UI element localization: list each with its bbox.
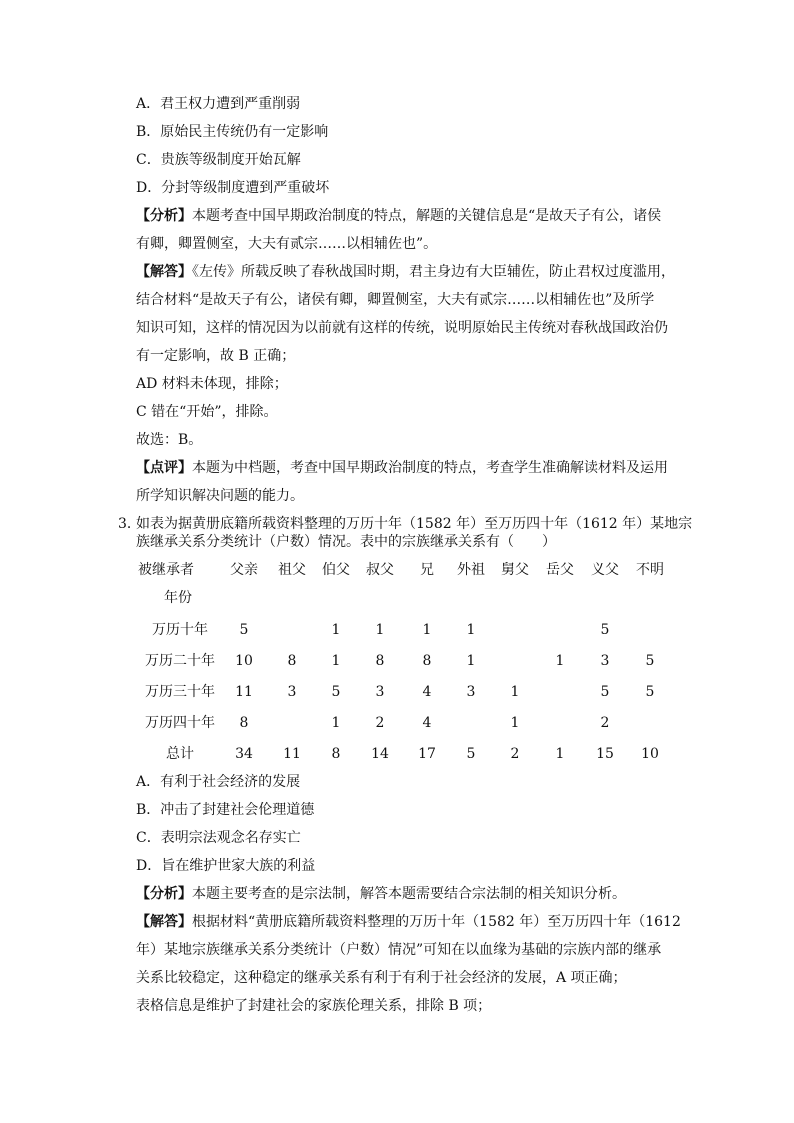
q2-answer-line-2: 结合材料“是故天子有公，诸侯有卿，卿置侧室，大夫有贰宗……以相辅佐也”及所学: [136, 292, 655, 308]
table-row-label: 总计: [166, 746, 194, 762]
q3-stem-line-2: 族继承关系分类统计（户数）情况。表中的宗族继承关系有（ ）: [136, 534, 556, 550]
table-cell: 2: [510, 746, 520, 762]
q3-answer-line-2: 年）某地宗族继承关系分类统计（户数）情况”可知在以血缘为基础的宗族内部的继承: [136, 942, 662, 958]
q3-option-a: A．有利于社会经济的发展: [136, 774, 301, 790]
table-cell: 10: [235, 653, 253, 669]
table-cell: 17: [418, 746, 436, 762]
table-cell: 1: [510, 715, 520, 731]
table-cell: 2: [600, 715, 610, 731]
table-col-header: 不明: [636, 562, 664, 578]
table-cell: 3: [287, 684, 297, 700]
table-cell: 5: [600, 684, 610, 700]
table-row: [136, 713, 696, 733]
table-col-header: 舅父: [501, 562, 529, 578]
table-cell: 8: [287, 653, 297, 669]
table-cell: 5: [645, 653, 655, 669]
table-col-header: 岳父: [546, 562, 574, 578]
q3-answer-tag: 【解答】: [136, 914, 192, 930]
q2-answer-tag: 【解答】: [136, 264, 192, 280]
table-cell: 8: [375, 653, 385, 669]
table-col-header: 兄: [420, 562, 434, 578]
table-row: [136, 651, 696, 671]
q2-option-a: A．君王权力遭到严重削弱: [136, 96, 301, 112]
table-cell: 8: [422, 653, 432, 669]
table-cell: 34: [235, 746, 253, 762]
table-cell: 1: [555, 653, 565, 669]
q2-comment-line-2: 所学知识解决问题的能力。: [136, 488, 304, 504]
table-cell: 1: [375, 622, 385, 638]
table-cell: 15: [596, 746, 614, 762]
table-cell: 1: [331, 622, 341, 638]
table-corner-top: 被继承者: [138, 562, 194, 578]
table-cell: 11: [235, 684, 253, 700]
q2-answer-line-5: AD 材料未体现，排除；: [136, 376, 288, 392]
table-cell: 1: [555, 746, 565, 762]
q3-option-c: C．表明宗法观念名存实亡: [136, 830, 301, 846]
table-col-header: 父亲: [230, 562, 258, 578]
table-row-total: [136, 744, 696, 764]
q2-answer-text-1: 《左传》所载反映了春秋战国时期，君主身边有大臣辅佐，防止君权过度滥用，: [192, 264, 675, 280]
table-cell: 5: [239, 622, 249, 638]
table-corner-bottom-row: [136, 588, 696, 608]
table-cell: 1: [466, 622, 476, 638]
q2-answer-line-3: 知识可知，这样的情况因为以前就有这样的传统，说明原始民主传统对春秋战国政治仍: [136, 320, 668, 336]
q3-answer-line-1: [136, 912, 681, 932]
q3-option-d: D．旨在维护世家大族的利益: [136, 858, 316, 874]
table-cell: 2: [375, 715, 385, 731]
table-row: [136, 620, 696, 640]
q3-answer-line-4: 表格信息是维护了封建社会的家族伦理关系，排除 B 项；: [136, 998, 492, 1014]
q2-analysis-tag: 【分析】: [136, 208, 192, 224]
table-cell: 4: [422, 684, 432, 700]
q3-number: 3．: [118, 516, 141, 532]
table-cell: 4: [422, 715, 432, 731]
table-corner-bottom: 年份: [164, 590, 192, 606]
table-cell: 1: [466, 653, 476, 669]
q2-comment-line-1: [136, 458, 668, 478]
table-row-label: 万历三十年: [145, 684, 215, 700]
q2-option-d: D．分封等级制度遭到严重破坏: [136, 180, 330, 196]
table-cell: 5: [600, 622, 610, 638]
q2-answer-line-6: C 错在“开始”，排除。: [136, 404, 278, 420]
table-row-label: 万历四十年: [145, 715, 215, 731]
q2-comment-text-1: 本题为中档题，考查中国早期政治制度的特点，考查学生准确解读材料及运用: [192, 460, 668, 476]
q2-option-c: C．贵族等级制度开始瓦解: [136, 152, 301, 168]
q2-answer-line-4: 有一定影响，故 B 正确；: [136, 348, 296, 364]
q3-analysis-tag: 【分析】: [136, 886, 192, 902]
q2-answer-line-1: [136, 262, 675, 282]
q3-stem-line-1: [118, 514, 693, 534]
q2-analysis-line-2: 有卿，卿置侧室，大夫有贰宗……以相辅佐也”。: [136, 236, 438, 252]
table-cell: 8: [239, 715, 249, 731]
q2-answer-line-7: 故选：B。: [136, 432, 203, 448]
table-cell: 5: [645, 684, 655, 700]
table-col-header: 义父: [591, 562, 619, 578]
table-row-label: 万历十年: [152, 622, 208, 638]
table-col-header: 伯父: [322, 562, 350, 578]
table-header-row: [136, 560, 696, 580]
table-cell: 5: [466, 746, 476, 762]
table-row: [136, 682, 696, 702]
q3-analysis-line-1: [136, 884, 626, 904]
table-col-header: 外祖: [457, 562, 485, 578]
q3-option-b: B．冲击了封建社会伦理道德: [136, 802, 315, 818]
table-cell: 3: [466, 684, 476, 700]
table-cell: 3: [600, 653, 610, 669]
q2-option-b: B．原始民主传统仍有一定影响: [136, 124, 329, 140]
q3-answer-line-3: 关系比较稳定，这种稳定的继承关系有利于有利于社会经济的发展，A 项正确；: [136, 970, 627, 986]
q3-analysis-text-1: 本题主要考查的是宗法制，解答本题需要结合宗法制的相关知识分析。: [192, 886, 626, 902]
table-cell: 11: [283, 746, 301, 762]
table-cell: 1: [422, 622, 432, 638]
table-cell: 8: [331, 746, 341, 762]
q2-analysis-text-1: 本题考查中国早期政治制度的特点，解题的关键信息是“是故天子有公，诸侯: [192, 208, 662, 224]
q3-stem-text-1: 如表为据黄册底籍所载资料整理的万历十年（1582 年）至万历四十年（1612 年）某地宗: [136, 516, 693, 532]
table-cell: 3: [375, 684, 385, 700]
table-col-header: 叔父: [366, 562, 394, 578]
table-row-label: 万历二十年: [145, 653, 215, 669]
table-cell: 14: [371, 746, 389, 762]
q3-answer-text-1: 根据材料“黄册底籍所载资料整理的万历十年（1582 年）至万历四十年（1612: [192, 914, 681, 930]
q2-comment-tag: 【点评】: [136, 460, 192, 476]
table-cell: 1: [510, 684, 520, 700]
table-cell: 5: [331, 684, 341, 700]
q2-analysis-line-1: [136, 206, 661, 226]
table-col-header: 祖父: [278, 562, 306, 578]
table-cell: 10: [641, 746, 659, 762]
table-cell: 1: [331, 715, 341, 731]
table-cell: 1: [331, 653, 341, 669]
